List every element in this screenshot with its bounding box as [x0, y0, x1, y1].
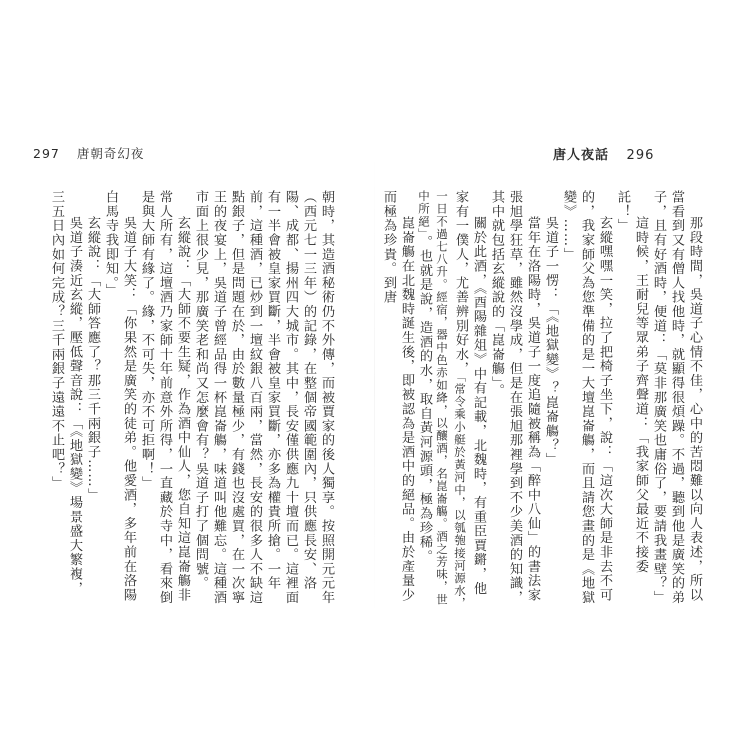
paragraph: 吳道子大笑：「你果然是廣笑的徒弟。他愛酒，多年前在洛陽白馬寺我即知。」 [103, 190, 136, 603]
quotation: 「常令乘小艇於黃河中，以瓠匏接河源水，一日不過七八升。經宿，器中色赤如絳，以釀酒，名崑崙觴。酒之芳味，世中所絕」 [417, 190, 467, 610]
paragraph: 崑崙觴在北魏時誕生後，即被認為是酒中的絕品。由於產量少而極為珍貴。到唐 [381, 190, 414, 603]
left-page-body [20, 190, 335, 610]
right-page-body [381, 190, 703, 610]
paragraph: 那段時間，吳道子心情不佳，心中的苦悶難以向人表述，所以當看到又有僧人找他時，就顯得很煩躁。不過，聽到他是廣笑的弟子，且有好酒時，便道：「莫非那廣笑也庸俗了，要請我畫壁？」 [651, 190, 702, 605]
paragraph-with-quote [415, 190, 487, 610]
paragraph: 吳道子一愣：「《地獄變》？崑崙觴？」 [543, 216, 558, 468]
paragraph: 當年在洛陽時，吳道子一度追隨被稱為「醉中八仙」的書法家張旭學狂草，雖然沒學成，但是在張旭那裡學到不少美酒的知識，其中就包括玄縱說的「崑崙觴」。 [489, 190, 540, 605]
paragraph-text: 關於此酒，《酉陽雜俎》中有記載，北魏時，有重臣賈鏘，他家有一僕人，尤善辨別好水， [453, 190, 486, 596]
paragraph: 玄縱說：「大師不要生疑，作為酒中仙人，您自知這崑崙觴非常人所有，這壇酒乃家師十年前意外所得，一直藏於寺中，看來倒是與大師有緣了。緣，不可失，亦不可拒啊！」 [139, 190, 190, 605]
right-page-header [553, 144, 654, 163]
right-page-number: 296 [626, 148, 655, 163]
left-running-title: 唐朝奇幻夜 [76, 146, 145, 161]
paragraph: 朝時，其造酒秘術仍不外傳，而被賈家的後人獨享。按照開元元年（西元七一三年）的記錄，在整個帝國範圍內，只供應長安、洛陽、成都、揚州四大城市。其中，長安僅供應九十壇而已。這裡面有一半會被皇家買斷，半會被皇家買斷，亦多為權貴所搶。一年前，這種酒，已炒到一壇紋銀八百兩，當然，長安的很多人不缺這點銀子，但是問題在於，由於數量極少，有錢也沒處買，在一次寧王的夜宴上，吳道子曾經品得一杯崑崙觴，味道叫他難忘。這種酒市面上很少見，那廣笑老和尚又怎麼會有？吳道子打了個問號。 [193, 190, 334, 605]
right-running-title: 唐人夜話 [553, 148, 610, 163]
paragraph: 玄縱說：「大師答應了？那三千兩銀子……」 [85, 216, 100, 503]
paragraph: 吳道子湊近玄縱，壓低聲音說：「《地獄變》場景盛大繁複，三五日內如何完成？三千兩銀子遠遠不止吧？」 [49, 190, 82, 596]
paragraph: 這時候，王耐兒等眾弟子齊聲道：「我家師父最近不接委託！」 [615, 190, 648, 574]
left-page-header [33, 144, 144, 162]
left-page-number: 297 [33, 146, 60, 161]
paragraph-text: 。也就是說，造酒的水，取自黃河源頭，極為珍稀。 [417, 234, 432, 564]
paragraph: 玄縱嘿嘿一笑，拉了把椅子坐下，說：「這次大師是非去不可的，我家師父為您準備的是一大壇崑崙觴，而且請您畫的是《地獄變》……」 [561, 190, 612, 605]
page-gutter [374, 150, 375, 620]
